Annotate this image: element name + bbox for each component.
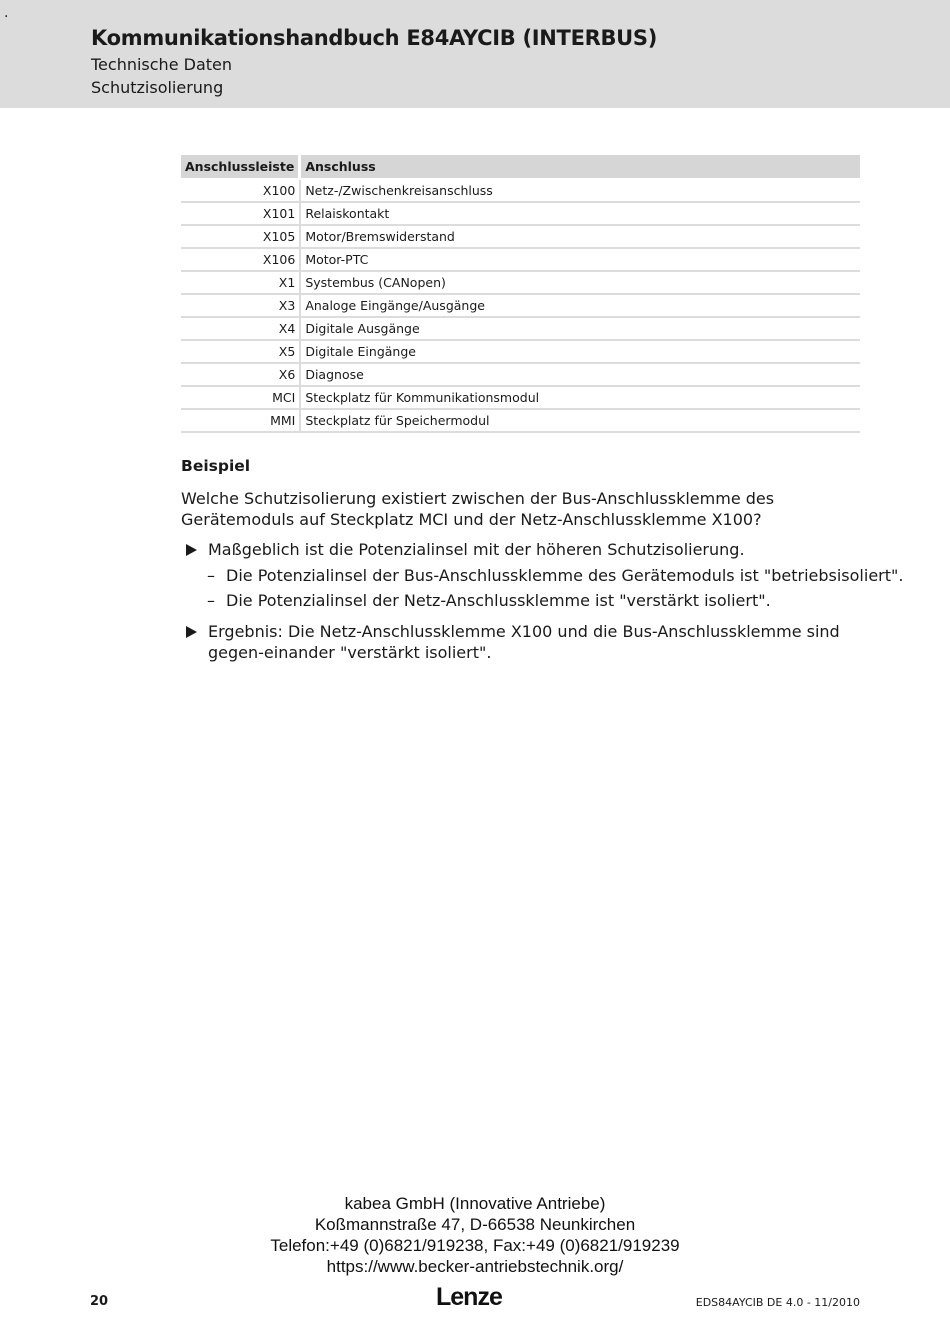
document-title: Kommunikationshandbuch E84AYCIB (INTERBUS)	[91, 26, 658, 50]
table-row	[181, 203, 860, 226]
terminal-cell: X6	[181, 364, 301, 387]
connection-cell: Digitale Eingänge	[301, 341, 860, 364]
connection-cell: Netz-/Zwischenkreisanschluss	[301, 180, 860, 203]
table-row	[181, 387, 860, 410]
terminal-cell: X1	[181, 272, 301, 295]
connection-cell: Motor-PTC	[301, 249, 860, 272]
connection-cell: Steckplatz für Speichermodul	[301, 410, 860, 433]
company-phone: Telefon:+49 (0)6821/919238, Fax:+49 (0)6821/919239	[270, 1236, 680, 1255]
company-website: https://www.becker-antriebstechnik.org/	[326, 1257, 624, 1276]
table-row	[181, 295, 860, 318]
table-row	[181, 226, 860, 249]
column-header-terminal-strip: Anschlussleiste	[181, 155, 301, 180]
terminal-cell: X106	[181, 249, 301, 272]
table-row	[181, 410, 860, 433]
table-header-row	[181, 155, 860, 180]
table-row	[181, 272, 860, 295]
dash-icon: –	[207, 591, 215, 610]
dash-text: Die Potenzialinsel der Bus-Anschlussklemme des Gerätemoduls ist "betriebsisoliert".	[226, 566, 904, 585]
table-row	[181, 180, 860, 203]
example-heading: Beispiel	[181, 457, 251, 475]
terminal-cell: X5	[181, 341, 301, 364]
connection-cell: Systembus (CANopen)	[301, 272, 860, 295]
company-name: kabea GmbH (Innovative Antriebe)	[344, 1194, 606, 1213]
table-row	[181, 318, 860, 341]
dash-icon: –	[207, 566, 215, 585]
bullet-text: Maßgeblich ist die Potenzialinsel mit der höheren Schutzisolierung.	[208, 540, 745, 559]
connection-table	[181, 155, 860, 433]
table-row	[181, 364, 860, 387]
page-header	[0, 0, 950, 108]
triangle-bullet-icon	[186, 626, 197, 638]
terminal-cell: X100	[181, 180, 301, 203]
company-address: Koßmannstraße 47, D-66538 Neunkirchen	[314, 1215, 636, 1234]
connection-cell: Analoge Eingänge/Ausgänge	[301, 295, 860, 318]
terminal-cell: X4	[181, 318, 301, 341]
terminal-cell: MCI	[181, 387, 301, 410]
document-reference: EDS84AYCIB DE 4.0 - 11/2010	[695, 1296, 860, 1309]
bullet-text: Ergebnis: Die Netz-Anschlussklemme X100 und die Bus-Anschlussklemme sind gegen-einander "verstärkt isoliert".	[208, 622, 840, 662]
lenze-logo: Lenze	[436, 1283, 502, 1311]
connection-cell: Diagnose	[301, 364, 860, 387]
column-header-connection: Anschluss	[301, 155, 860, 180]
connection-cell: Motor/Bremswiderstand	[301, 226, 860, 249]
connection-cell: Digitale Ausgänge	[301, 318, 860, 341]
terminal-cell: X3	[181, 295, 301, 318]
dash-text: Die Potenzialinsel der Netz-Anschlussklemme ist "verstärkt isoliert".	[226, 591, 771, 610]
terminal-cell: X101	[181, 203, 301, 226]
triangle-bullet-icon	[186, 544, 197, 556]
table-row	[181, 341, 860, 364]
section-title: Schutzisolierung	[91, 78, 224, 97]
page-number: 20	[90, 1294, 109, 1309]
terminal-cell: X105	[181, 226, 301, 249]
connection-cell: Relaiskontakt	[301, 203, 860, 226]
chapter-title: Technische Daten	[91, 55, 233, 74]
table-row	[181, 249, 860, 272]
header-dot: .	[4, 5, 9, 21]
example-question: Welche Schutzisolierung existiert zwischen der Bus-Anschlussklemme des Gerätemoduls auf Steckplatz MCI und der Netz-Anschlussklemme X100?	[181, 489, 775, 529]
connection-cell: Steckplatz für Kommunikationsmodul	[301, 387, 860, 410]
terminal-cell: MMI	[181, 410, 301, 433]
